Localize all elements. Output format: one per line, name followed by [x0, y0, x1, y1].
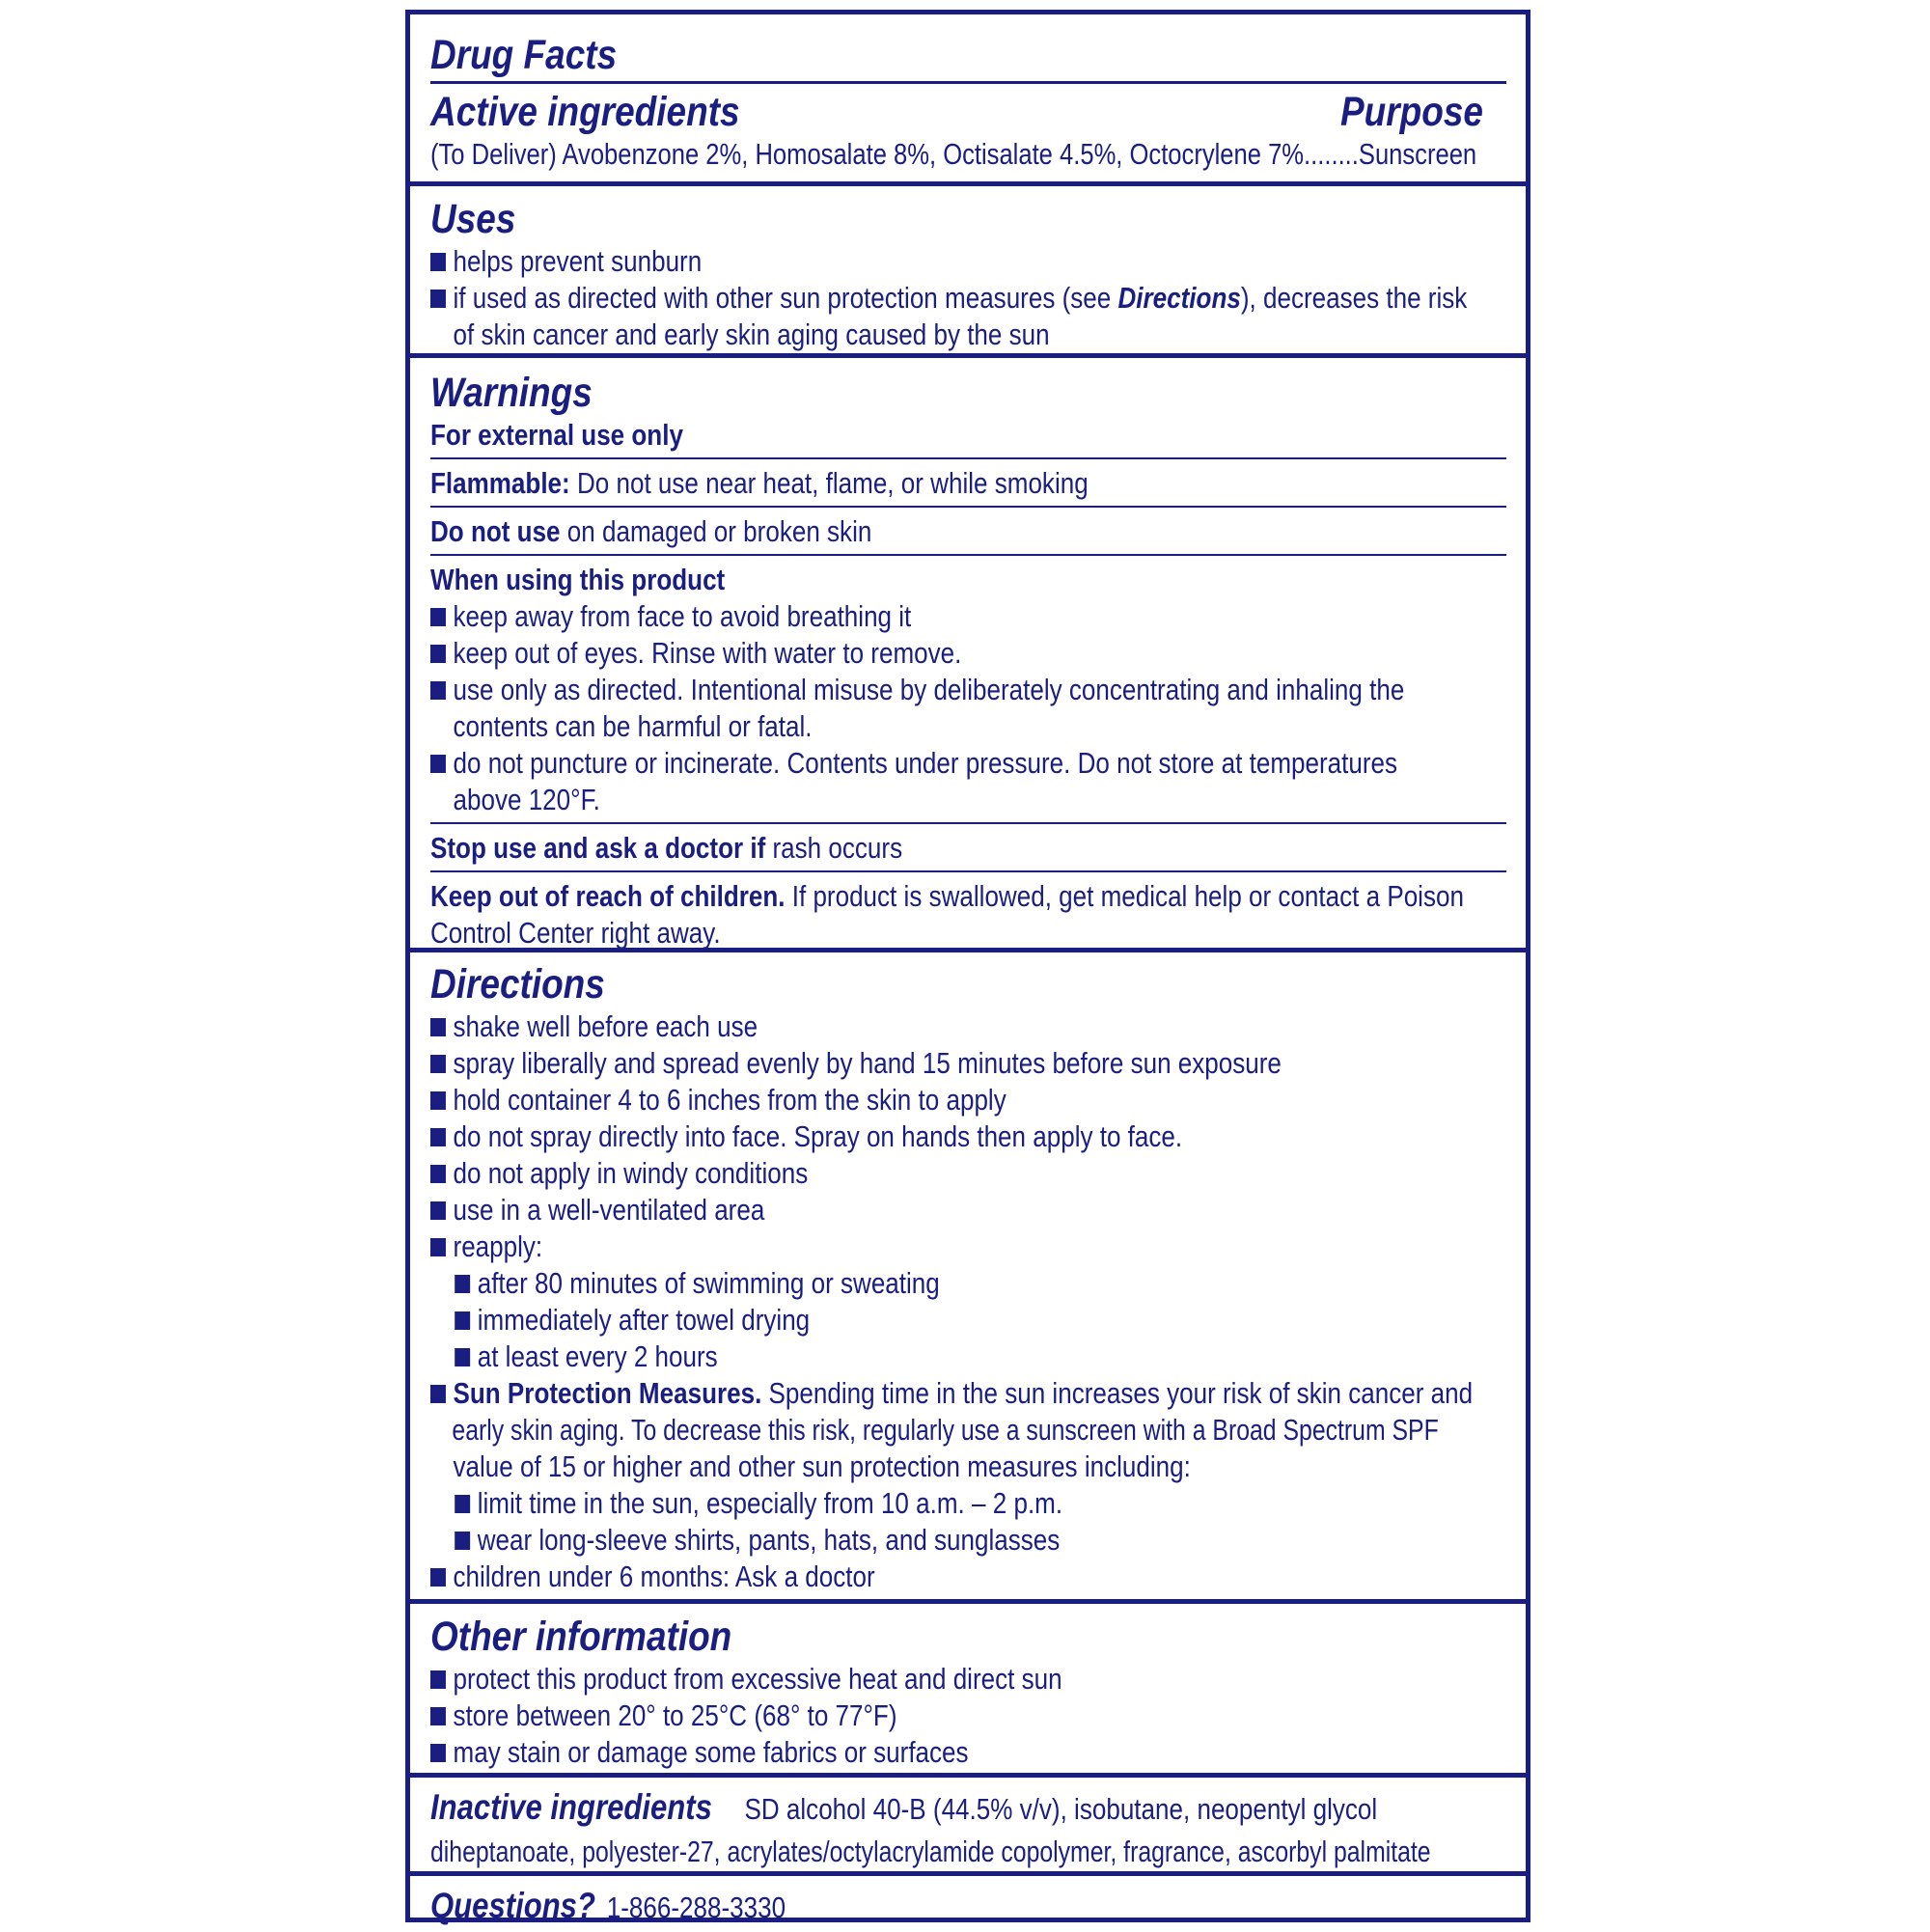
warnings-divider [430, 822, 1506, 824]
bullet-icon [430, 1744, 446, 1762]
bullet-icon [430, 1385, 446, 1403]
bullet-icon [430, 1165, 446, 1183]
questions-section [410, 1876, 1526, 1924]
warnings-heading: Warnings [430, 370, 593, 416]
reapply-item: after 80 minutes of swimming or sweating [430, 1265, 1335, 1302]
warnings-divider [430, 506, 1506, 508]
stop-use-warning: Stop use and ask a doctor if rash occurs [430, 831, 903, 865]
bullet-icon [455, 1348, 470, 1366]
other-information-item: store between 20° to 25°C (68° to 77°F) [430, 1697, 1335, 1734]
bullet-icon [430, 1670, 446, 1689]
bullet-icon [430, 253, 446, 271]
active-ingredients-line: (To Deliver) Avobenzone 2%, Homosalate 8%, Octisalate 4.5%, Octocrylene 7%........Sunscreen [430, 137, 1477, 171]
directions-item: reapply: [430, 1228, 1335, 1265]
warnings-section [410, 358, 1526, 952]
drug-facts-panel [405, 10, 1530, 1925]
bullet-icon [455, 1275, 470, 1293]
uses-item: helps prevent sunburn [430, 243, 1335, 280]
keep-out-of-reach-continuation: Control Center right away. [430, 916, 721, 950]
uses-item-continuation: of skin cancer and early skin aging caused by the sun [453, 317, 1050, 351]
directions-item: hold container 4 to 6 inches from the skin to apply [430, 1082, 1335, 1118]
active-ingredients-section [410, 14, 1526, 186]
other-information-item: protect this product from excessive heat and direct sun [430, 1661, 1335, 1697]
sun-protection-continuation: early skin aging. To decrease this risk, regularly use a sunscreen with a Broad Spectrum SPF [452, 1413, 1439, 1447]
directions-reference: Directions [1117, 281, 1241, 315]
reapply-item: immediately after towel drying [430, 1302, 1335, 1339]
questions-line [430, 1882, 1335, 1932]
uses-section [410, 186, 1526, 358]
title-divider [430, 81, 1506, 84]
keep-out-of-reach-warning: Keep out of reach of children. If product is swallowed, get medical help or contact a Poison [430, 879, 1464, 913]
warnings-divider [430, 457, 1506, 459]
bullet-icon [430, 290, 446, 308]
when-using-item-continuation: contents can be harmful or fatal. [453, 709, 813, 743]
inactive-ingredients-line: Inactive ingredients SD alcohol 40-B (44.5% v/v), isobutane, neopentyl glycol [430, 1783, 1335, 1834]
drug-facts-title: Drug Facts [430, 32, 618, 78]
directions-item: do not spray directly into face. Spray on hands then apply to face. [430, 1118, 1335, 1155]
bullet-icon [430, 1238, 446, 1256]
sun-protection-item: wear long-sleeve shirts, pants, hats, and sunglasses [430, 1522, 1335, 1559]
when-using-heading: When using this product [430, 563, 726, 596]
directions-heading: Directions [430, 961, 605, 1007]
questions-phone: 1-866-288-3330 [606, 1891, 786, 1924]
other-information-item: may stain or damage some fabrics or surfaces [430, 1734, 1335, 1771]
flammable-warning: Flammable: Do not use near heat, flame, or while smoking [430, 466, 1089, 500]
directions-item: shake well before each use [430, 1008, 1335, 1045]
directions-section [410, 952, 1526, 1604]
bullet-icon [430, 1091, 446, 1110]
warnings-divider [430, 870, 1506, 872]
bullet-icon [430, 645, 446, 663]
bullet-icon [430, 681, 446, 700]
when-using-item: keep out of eyes. Rinse with water to remove. [430, 635, 1335, 672]
bullet-icon [430, 1018, 446, 1036]
active-heading-row [430, 88, 1506, 136]
bullet-icon [430, 1128, 446, 1146]
active-ingredients-heading: Active ingredients [430, 89, 740, 135]
uses-heading: Uses [430, 196, 516, 242]
sun-protection-continuation: value of 15 or higher and other sun protection measures including: [453, 1449, 1191, 1483]
when-using-item-continuation: above 120°F. [453, 783, 600, 816]
bullet-icon [430, 1201, 446, 1220]
questions-heading: Questions? [430, 1886, 595, 1925]
bullet-icon [430, 1055, 446, 1073]
bullet-icon [455, 1495, 470, 1513]
inactive-ingredients-section [410, 1778, 1526, 1876]
warnings-divider [430, 554, 1506, 556]
reapply-item: at least every 2 hours [430, 1339, 1335, 1375]
directions-item: spray liberally and spread evenly by hand 15 minutes before sun exposure [430, 1045, 1335, 1082]
other-information-heading: Other information [430, 1614, 732, 1660]
sun-protection-item: limit time in the sun, especially from 10 a.m. – 2 p.m. [430, 1485, 1335, 1522]
directions-item: children under 6 months: Ask a doctor [430, 1559, 1335, 1595]
uses-item: if used as directed with other sun protection measures (see Directions), decreases the risk [430, 280, 1335, 317]
other-information-section [410, 1604, 1526, 1778]
bullet-icon [430, 1568, 446, 1587]
bullet-icon [455, 1311, 470, 1330]
directions-item: use in a well-ventilated area [430, 1192, 1335, 1228]
directions-item: do not apply in windy conditions [430, 1155, 1335, 1192]
when-using-item: do not puncture or incinerate. Contents under pressure. Do not store at temperatures [430, 745, 1335, 782]
inactive-ingredients-continuation: diheptanoate, polyester-27, acrylates/octylacrylamide copolymer, fragrance, ascorbyl palmitate [430, 1835, 1431, 1868]
bullet-icon [430, 1707, 446, 1725]
bullet-icon [455, 1532, 470, 1550]
bullet-icon [430, 755, 446, 773]
when-using-item: keep away from face to avoid breathing it [430, 598, 1335, 635]
external-use-only: For external use only [430, 418, 683, 452]
purpose-heading: Purpose [1339, 89, 1483, 135]
inactive-ingredients-heading: Inactive ingredients [430, 1787, 712, 1827]
when-using-item: use only as directed. Intentional misuse by deliberately concentrating and inhaling the [430, 672, 1335, 708]
sun-protection-measures: Sun Protection Measures. Spending time in the sun increases your risk of skin cancer and [430, 1375, 1335, 1412]
bullet-icon [430, 608, 446, 626]
do-not-use-warning: Do not use on damaged or broken skin [430, 514, 872, 548]
